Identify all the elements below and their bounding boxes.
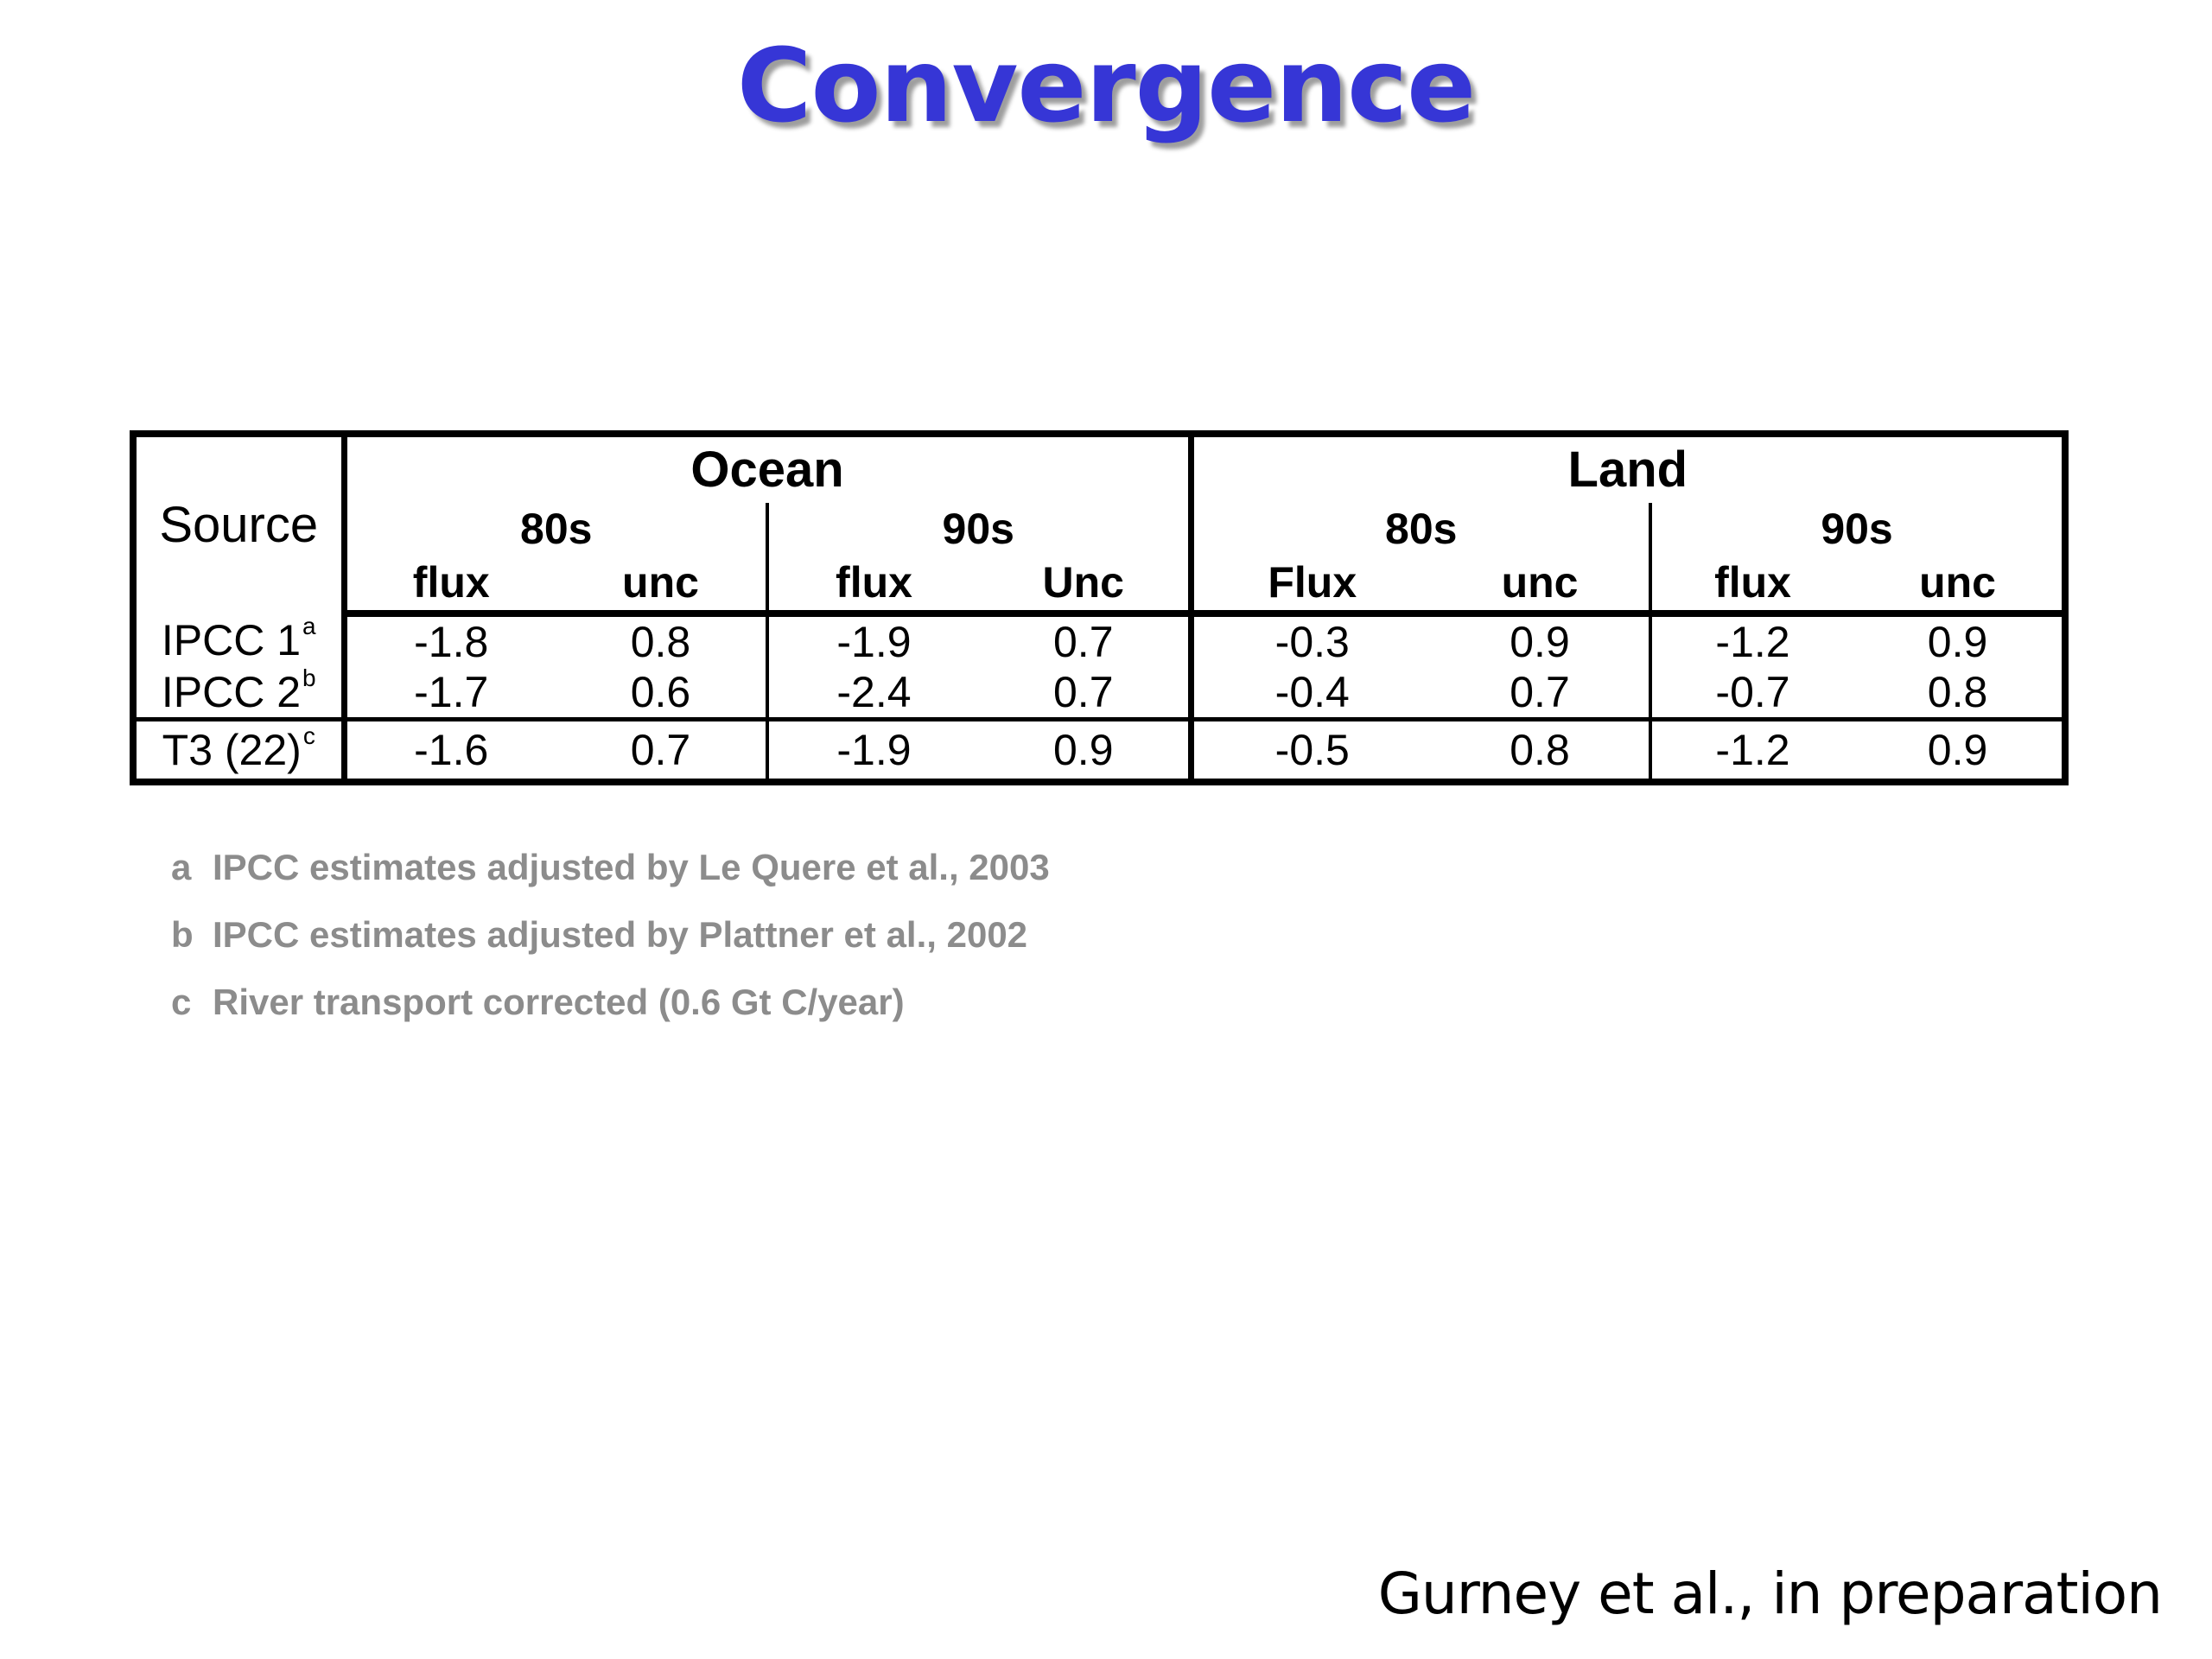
footnote-letter: c [171,982,192,1022]
table-cell: -1.6 [414,726,489,774]
group-header-ocean: Ocean [344,434,1191,503]
column-header-row [133,555,2065,613]
decade-header: 90s [1821,505,1893,553]
table-cell: -0.3 [1274,618,1350,666]
decade-header-row [133,503,2065,555]
footnote-letter: b [171,914,194,955]
flux-comparison-table [130,430,2069,785]
footnote [171,914,1050,982]
table-row [133,667,2065,720]
decade-header: 90s [767,503,1191,555]
table-row [133,720,2065,783]
row-source: IPCC 1$^a$ [133,613,344,667]
table-cell: -1.8 [414,618,489,666]
table-cell: 0.8 [556,613,767,667]
table-cell: 0.7 [979,667,1191,720]
table-cell: -2.4 [767,667,979,720]
column-header: unc [556,555,767,613]
footnotes [171,847,1050,1049]
row-source: IPCC 2$^b$ [133,667,344,720]
table-cell: -1.2 [1715,618,1790,666]
table-cell: 0.9 [979,720,1191,783]
table-cell: 0.7 [556,720,767,783]
table-cell: -0.7 [1650,667,1853,720]
column-header: unc [1853,555,2065,613]
table-cell: -0.5 [1274,726,1350,774]
row-source: T3 $(22)^c$ [133,720,344,783]
table-cell: -1.9 [836,618,912,666]
footnote [171,982,1050,1049]
table-cell: -1.7 [344,667,556,720]
table-row [133,613,2065,667]
table-cell: 0.9 [1431,613,1650,667]
column-header: flux [767,555,979,613]
table-cell: 0.7 [1431,667,1650,720]
footnote-marker: a [302,613,316,639]
table-cell: 0.8 [1431,720,1650,783]
footnote-marker: b [302,664,316,691]
table-cell: -1.9 [836,726,912,774]
table-cell: 0.7 [979,613,1191,667]
group-header-land: Land [1567,442,1688,498]
column-header: Unc [979,555,1191,613]
footnote-marker: c [302,722,315,749]
decade-header: 80s [1191,503,1650,555]
table-cell: 0.9 [1927,726,1988,774]
column-header: flux [1650,555,1853,613]
footnote-text: IPCC estimates adjusted by Le Quere et al., 2003 [213,847,1050,887]
column-header: unc [1431,555,1650,613]
column-header: flux [344,555,556,613]
table-cell: 0.8 [1853,667,2065,720]
decade-header: 80s [344,503,767,555]
table-cell: 0.9 [1927,618,1988,666]
slide-title: Convergence [736,26,1476,145]
footnote [171,847,1050,914]
footnote-text: River transport corrected (0.6 Gt C/year) [213,982,905,1022]
group-header-row [133,434,2065,503]
column-header: Flux [1191,555,1431,613]
footnote-text: IPCC estimates adjusted by Plattner et al., 2002 [213,914,1028,955]
source-header: Source [133,434,344,613]
table-cell: 0.6 [556,667,767,720]
citation: Gurney et al., in preparation [1377,1560,2162,1627]
footnote-letter: a [171,847,192,887]
table-cell: -0.4 [1191,667,1431,720]
table-cell: -1.2 [1715,726,1790,774]
